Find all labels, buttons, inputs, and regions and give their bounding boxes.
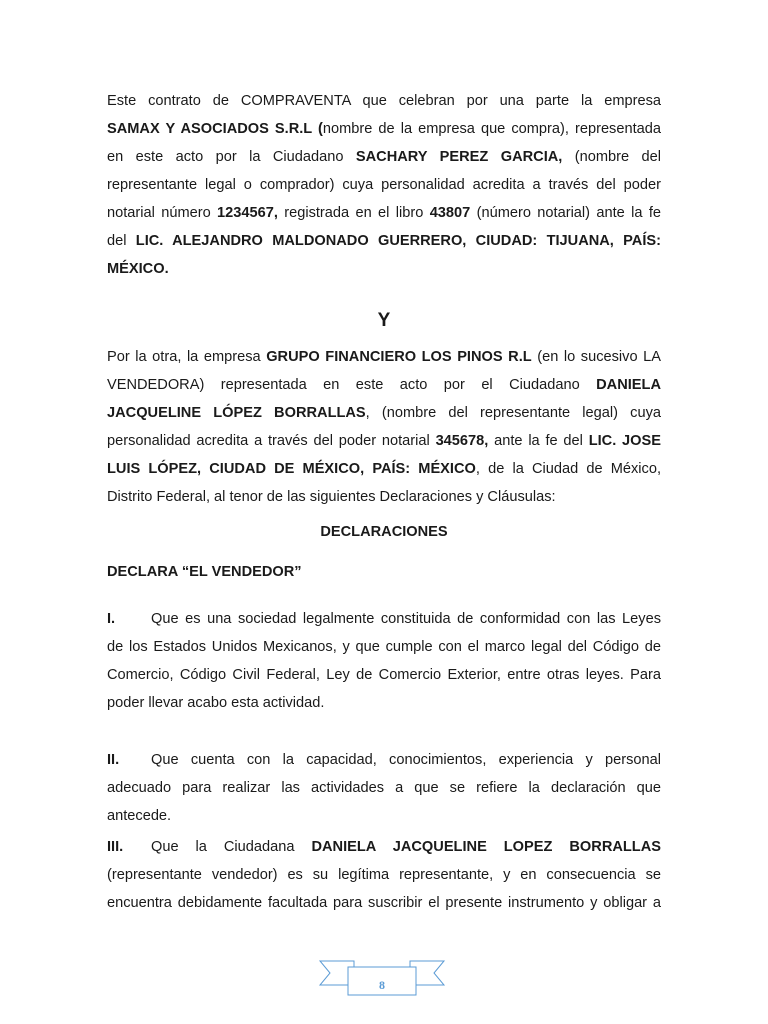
item2-line-1 [107, 746, 661, 774]
intro-line-7 [107, 255, 661, 283]
seller-notarial-number: 345678, [435, 433, 489, 449]
item3-line-1 [107, 833, 661, 861]
intro-text: representante legal o comprador) cuya personalidad acredita a través del poder [107, 177, 661, 193]
notarial-number: 1234567, [217, 205, 278, 221]
intro-text: nombre de la empresa que compra), representada [322, 121, 661, 137]
intro-line-4 [107, 171, 661, 199]
seller-representative-name: DANIELA [596, 377, 661, 393]
item-number: I. [107, 611, 116, 627]
seller-text: VENDEDORA) representada en este acto por el Ciudadano [107, 377, 597, 393]
seller-line-1 [107, 343, 661, 371]
seller-representative-name: JACQUELINE LÓPEZ BORRALLAS [107, 405, 366, 421]
intro-text: notarial número [107, 205, 218, 221]
seller-text: Distrito Federal, al tenor de las siguientes Declaraciones y Cláusulas: [107, 489, 556, 505]
item-number: II. [107, 752, 120, 768]
item1-line-4 [107, 689, 661, 717]
seller-line-4 [107, 427, 661, 455]
item1-line-3 [107, 661, 661, 689]
item3-line-2 [107, 861, 661, 889]
separator-y: Y [377, 310, 391, 331]
intro-text: Este contrato de COMPRAVENTA que celebran por una parte la empresa [107, 93, 661, 109]
seller-text: , (nombre del representante legal) cuya [365, 405, 661, 421]
declaration-item-2 [107, 746, 661, 830]
book-number: 43807 [429, 205, 471, 221]
item-text: Que la Ciudadana [151, 839, 312, 855]
notary-name: LIC. ALEJANDRO MALDONADO GUERRERO, CIUDAD: TIJUANA, PAÍS: [135, 233, 661, 249]
item-text: poder llevar acabo esta actividad. [107, 695, 325, 711]
item-text: adecuado para realizar las actividades a que se refiere la declaración que [107, 780, 661, 796]
seller-line-2 [107, 371, 661, 399]
seller-text: Por la otra, la empresa [107, 349, 267, 365]
item-text: Que es una sociedad legalmente constituida de conformidad con las Leyes [151, 611, 661, 627]
representative-name: DANIELA JACQUELINE LOPEZ BORRALLAS [311, 839, 661, 855]
item-text: antecede. [107, 808, 172, 824]
seller-line-3 [107, 399, 661, 427]
seller-line-5 [107, 455, 661, 483]
declarations-heading: DECLARACIONES [320, 524, 448, 540]
seller-paragraph [107, 343, 661, 511]
contract-intro-paragraph [107, 87, 661, 283]
seller-text: personalidad acredita a través del poder notarial [107, 433, 436, 449]
buyer-company-name: SAMAX Y ASOCIADOS S.R.L ( [107, 121, 323, 137]
seller-company-name: GRUPO FINANCIERO LOS PINOS R.L [266, 349, 532, 365]
seller-text: , de la Ciudad de México, [475, 461, 662, 477]
item-text: (representante vendedor) es su legítima representante, y en consecuencia se [107, 867, 661, 883]
item2-line-3 [107, 802, 661, 830]
intro-line-2 [107, 115, 661, 143]
item-text: de los Estados Unidos Mexicanos, y que cumple con el marco legal del Código de [107, 639, 661, 655]
intro-line-1 [107, 87, 661, 115]
item2-line-2 [107, 774, 661, 802]
seller-notary-name: LIC. JOSE [588, 433, 661, 449]
page-number: 8 [379, 978, 385, 992]
page-number-ribbon [318, 957, 446, 997]
item1-line-1 [107, 605, 661, 633]
item1-line-2 [107, 633, 661, 661]
intro-line-3 [107, 143, 661, 171]
intro-text: en este acto por la Ciudadano [107, 149, 356, 165]
notary-country: MÉXICO. [107, 261, 169, 277]
declaration-item-1 [107, 605, 661, 717]
item-text: Comercio, Código Civil Federal, Ley de Comercio Exterior, entre otras leyes. Para [107, 667, 661, 683]
seller-text: ante la fe del [488, 433, 589, 449]
item-number: III. [107, 839, 124, 855]
seller-notary-name: LUIS LÓPEZ, CIUDAD DE MÉXICO, PAÍS: MÉXICO [107, 461, 476, 477]
intro-text: registrada en el libro [277, 205, 430, 221]
seller-line-6 [107, 483, 661, 511]
intro-text: (número notarial) ante la fe [470, 205, 661, 221]
seller-declares-heading: DECLARA “EL VENDEDOR” [107, 564, 302, 580]
declaration-item-3 [107, 833, 661, 917]
intro-text: (nombre del [562, 149, 661, 165]
item3-line-3 [107, 889, 661, 917]
intro-line-5 [107, 199, 661, 227]
item-text: encuentra debidamente facultada para suscribir el presente instrumento y obligar a [107, 895, 661, 911]
item-text: Que cuenta con la capacidad, conocimientos, experiencia y personal [151, 752, 661, 768]
intro-line-6 [107, 227, 661, 255]
buyer-representative-name: SACHARY PEREZ GARCIA, [355, 149, 563, 165]
intro-text: del [107, 233, 136, 249]
seller-text: (en lo sucesivo LA [531, 349, 661, 365]
